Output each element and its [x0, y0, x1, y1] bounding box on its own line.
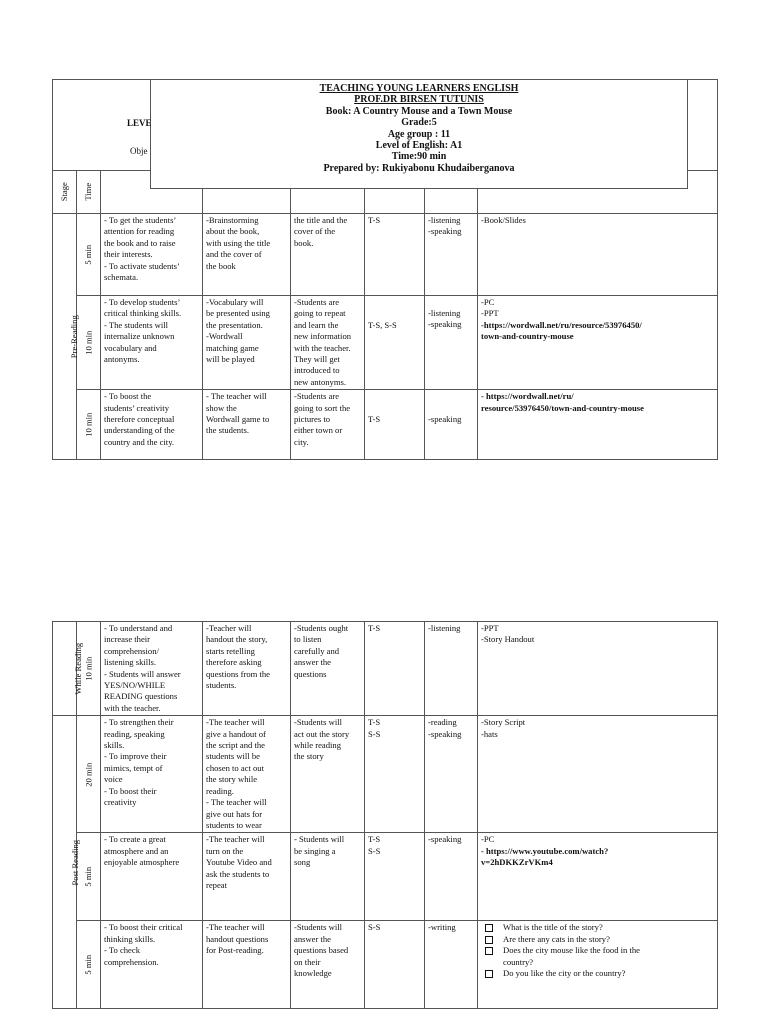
- skills-cell: -reading -speaking: [425, 716, 478, 833]
- course-title: TEACHING YOUNG LEARNERS ENGLISH: [319, 83, 519, 94]
- teacher-activity-cell: - The teacher will show the Wordwall game to the students.: [203, 390, 291, 460]
- interaction-cell: S-S: [365, 921, 425, 1009]
- objectives-cell: - To create a great atmosphere and an enjoyable atmosphere: [101, 833, 203, 921]
- interaction-cell: T-S: [365, 622, 425, 716]
- student-activity-cell: the title and the cover of the book.: [291, 214, 365, 296]
- teacher-activity-cell: -Vocabulary will be presented using the presentation. -Wordwall matching game will be played: [203, 296, 291, 390]
- checkbox-icon: [485, 924, 493, 932]
- materials-cell: [478, 390, 718, 460]
- english-level: Level of English: A1: [375, 140, 463, 152]
- teacher-activity-cell: -The teacher will turn on the Youtube Video and ask the students to repeat: [203, 833, 291, 921]
- wordwall-link[interactable]: -https://wordwall.net/ru/resource/53976450/: [481, 319, 642, 330]
- materials-cell: -Book/Slides: [478, 214, 718, 296]
- wordwall-link-cont[interactable]: resource/53976450/town-and-country-mouse: [481, 402, 644, 413]
- interaction-cell: T-S S-S: [365, 833, 425, 921]
- time-cell: 10 min: [77, 622, 101, 716]
- stage-pre-reading: Pre-Reading: [53, 214, 77, 460]
- book-title: Book: A Country Mouse and a Town Mouse: [325, 105, 513, 117]
- materials-cell: -PC - https://www.youtube.com/watch? v=2hDKKZrVKm4: [478, 833, 718, 921]
- time-cell: 10 min: [77, 296, 101, 390]
- objectives-cell: - To strengthen their reading, speaking skills. - To improve their mimics, tempt of voice - To boost their creativity: [101, 716, 203, 833]
- stage-while-reading: While Reading: [53, 622, 77, 716]
- grade: Grade:5: [401, 117, 437, 129]
- question-item: Do you like the city or the country?: [481, 968, 714, 979]
- checkbox-icon: [485, 947, 493, 955]
- student-activity-cell: -Students ought to listen carefully and answer the questions: [291, 622, 365, 716]
- teacher-activity-cell: -Teacher will handout the story, starts retelling therefore asking questions from the students.: [203, 622, 291, 716]
- column-time: Time: [77, 171, 101, 214]
- materials-cell: -Story Script -hats: [478, 716, 718, 833]
- objectives-fragment: Obje: [130, 146, 148, 156]
- interaction-cell: T-S: [365, 214, 425, 296]
- time-cell: 5 min: [77, 214, 101, 296]
- interaction-cell: T-S: [365, 390, 425, 460]
- youtube-link[interactable]: - https://www.youtube.com/watch?: [481, 845, 609, 856]
- student-activity-cell: - Students will be singing a song: [291, 833, 365, 921]
- interaction-cell: T-S S-S: [365, 716, 425, 833]
- teacher-activity-cell: -Brainstorming about the book, with using the title and the cover of the book: [203, 214, 291, 296]
- wordwall-link[interactable]: - https://wordwall.net/ru/: [481, 391, 574, 402]
- materials-cell: -PC -PPT -https://wordwall.net/ru/resource/53976450/ town-and-country-mouse: [478, 296, 718, 390]
- skills-cell: -speaking: [425, 833, 478, 921]
- time-cell: 20 min: [77, 716, 101, 833]
- question-item: Are there any cats in the story?: [481, 934, 714, 945]
- skills-cell: -listening -speaking: [425, 214, 478, 296]
- skills-cell: -writing: [425, 921, 478, 1009]
- post-reading-questions: [481, 922, 714, 979]
- student-activity-cell: -Students are going to repeat and learn the new information with the teacher. They will get introduced to new antonyms.: [291, 296, 365, 390]
- lesson-header-box: [150, 79, 688, 189]
- age-group: Age group : 11: [387, 128, 451, 140]
- skills-cell: -listening: [425, 622, 478, 716]
- objectives-cell: - To understand and increase their comprehension/ listening skills. - Students will answer YES/NO/WHILE READING questions with the teacher.: [101, 622, 203, 716]
- teacher-activity-cell: -The teacher will give a handout of the script and the students will be chosen to act out the story while reading. - The teacher will give out hats for students to wear: [203, 716, 291, 833]
- skills-cell: -speaking: [425, 390, 478, 460]
- student-activity-cell: -Students will answer the questions based on their knowledge: [291, 921, 365, 1009]
- skills-cell: -listening -speaking: [425, 296, 478, 390]
- materials-cell: -PPT -Story Handout: [478, 622, 718, 716]
- youtube-link-cont[interactable]: v=2hDKKZrVKm4: [481, 857, 553, 868]
- question-item-cont: country?: [503, 956, 534, 967]
- lesson-time: Time:90 min: [391, 151, 447, 163]
- checkbox-icon: [485, 936, 493, 944]
- student-activity-cell: -Students are going to sort the pictures to either town or city.: [291, 390, 365, 460]
- time-cell: 5 min: [77, 833, 101, 921]
- objectives-cell: - To develop students’ critical thinking skills. - The students will internalize unknown vocabulary and antonyms.: [101, 296, 203, 390]
- checkbox-icon: [485, 970, 493, 978]
- time-cell: 5 min: [77, 921, 101, 1009]
- time-cell: 10 min: [77, 390, 101, 460]
- level-fragment: LEVE: [127, 118, 152, 128]
- objectives-cell: - To get the students’ attention for reading the book and to raise their interests. - To activate students’ schemata.: [101, 214, 203, 296]
- student-activity-cell: -Students will act out the story while reading the story: [291, 716, 365, 833]
- column-stage: Stage: [53, 171, 77, 214]
- teacher-activity-cell: -The teacher will handout questions for Post-reading.: [203, 921, 291, 1009]
- question-item: Does the city mouse like the food in the: [481, 945, 714, 956]
- prepared-by: Prepared by: Rukiyabonu Khudaiberganova: [323, 162, 515, 174]
- question-item: What is the title of the story?: [481, 922, 714, 933]
- professor-name: PROF.DR BIRSEN TUTUNIS: [354, 94, 484, 106]
- objectives-cell: - To boost their critical thinking skills. - To check comprehension.: [101, 921, 203, 1009]
- interaction-cell: T-S, S-S: [365, 296, 425, 390]
- objectives-cell: - To boost the students’ creativity therefore conceptual understanding of the country and the city.: [101, 390, 203, 460]
- materials-cell: [478, 921, 718, 1009]
- wordwall-link-cont[interactable]: town-and-country-mouse: [481, 331, 574, 342]
- stage-post-reading: Post Reading: [53, 716, 77, 1009]
- lesson-plan-table-bottom: [52, 621, 718, 1009]
